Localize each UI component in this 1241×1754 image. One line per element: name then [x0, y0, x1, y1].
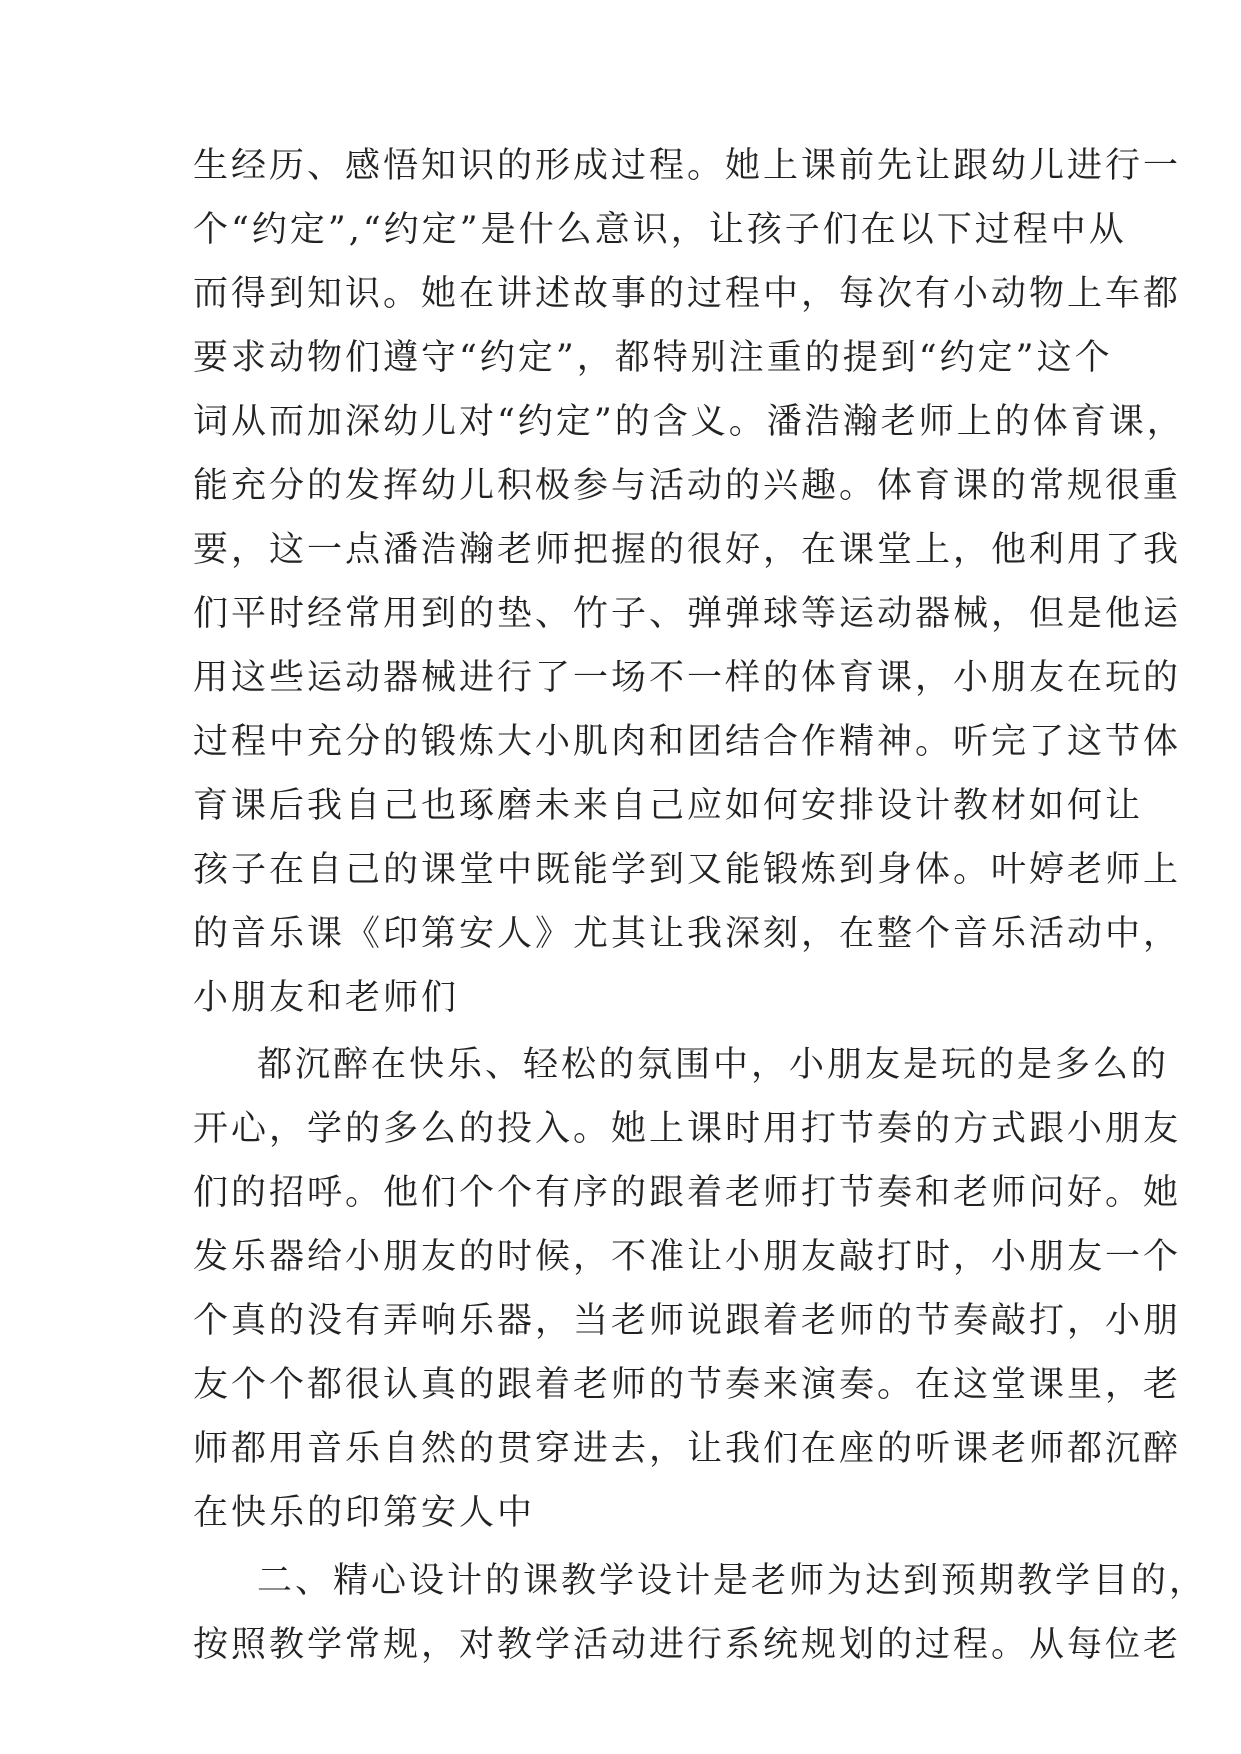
text-line: 孩子在自己的课堂中既能学到又能锻炼到身体。叶婷老师上 — [193, 850, 1182, 890]
paragraph-first-line: 都沉醉在快乐、轻松的氛围中，小朋友是玩的是多么的 — [257, 1045, 1170, 1085]
text-line: 的音乐课《印第安人》尤其让我深刻，在整个音乐活动中， — [193, 914, 1182, 954]
text-line: 词从而加深幼儿对“约定”的含义。潘浩瀚老师上的体育课， — [193, 402, 1185, 442]
paragraph-first-line: 二、精心设计的课教学设计是老师为达到预期教学目的， — [257, 1561, 1208, 1601]
text-line: 按照教学常规，对教学活动进行系统规划的过程。从每位老 — [193, 1625, 1182, 1665]
text-line: 发乐器给小朋友的时候，不准让小朋友敲打时，小朋友一个 — [193, 1237, 1182, 1277]
text-line: 师都用音乐自然的贯穿进去，让我们在座的听课老师都沉醉 — [193, 1429, 1182, 1469]
text-line: 们平时经常用到的垫、竹子、弹弹球等运动器械，但是他运 — [193, 594, 1182, 634]
text-line: 要求动物们遵守“约定”，都特别注重的提到“约定”这个 — [193, 338, 1113, 378]
text-line: 小朋友和老师们 — [193, 978, 460, 1018]
text-line: 过程中充分的锻炼大小肌肉和团结合作精神。听完了这节体 — [193, 722, 1182, 762]
text-line: 在快乐的印第安人中 — [193, 1493, 536, 1533]
text-line: 生经历、感悟知识的形成过程。她上课前先让跟幼儿进行一 — [193, 146, 1182, 186]
text-line: 个真的没有弄响乐器，当老师说跟着老师的节奏敲打，小朋 — [193, 1301, 1182, 1341]
text-line: 要，这一点潘浩瀚老师把握的很好，在课堂上，他利用了我 — [193, 530, 1182, 570]
text-line: 育课后我自己也琢磨未来自己应如何安排设计教材如何让 — [193, 786, 1144, 826]
text-line: 开心，学的多么的投入。她上课时用打节奏的方式跟小朋友 — [193, 1109, 1182, 1149]
text-line: 们的招呼。他们个个有序的跟着老师打节奏和老师问好。她 — [193, 1173, 1182, 1213]
text-line: 能充分的发挥幼儿积极参与活动的兴趣。体育课的常规很重 — [193, 466, 1182, 506]
text-line: 个“约定”,“约定”是什么意识，让孩子们在以下过程中从 — [193, 210, 1127, 250]
text-line: 而得到知识。她在讲述故事的过程中，每次有小动物上车都 — [193, 274, 1182, 314]
text-line: 用这些运动器械进行了一场不一样的体育课，小朋友在玩的 — [193, 658, 1182, 698]
text-line: 友个个都很认真的跟着老师的节奏来演奏。在这堂课里，老 — [193, 1365, 1182, 1405]
